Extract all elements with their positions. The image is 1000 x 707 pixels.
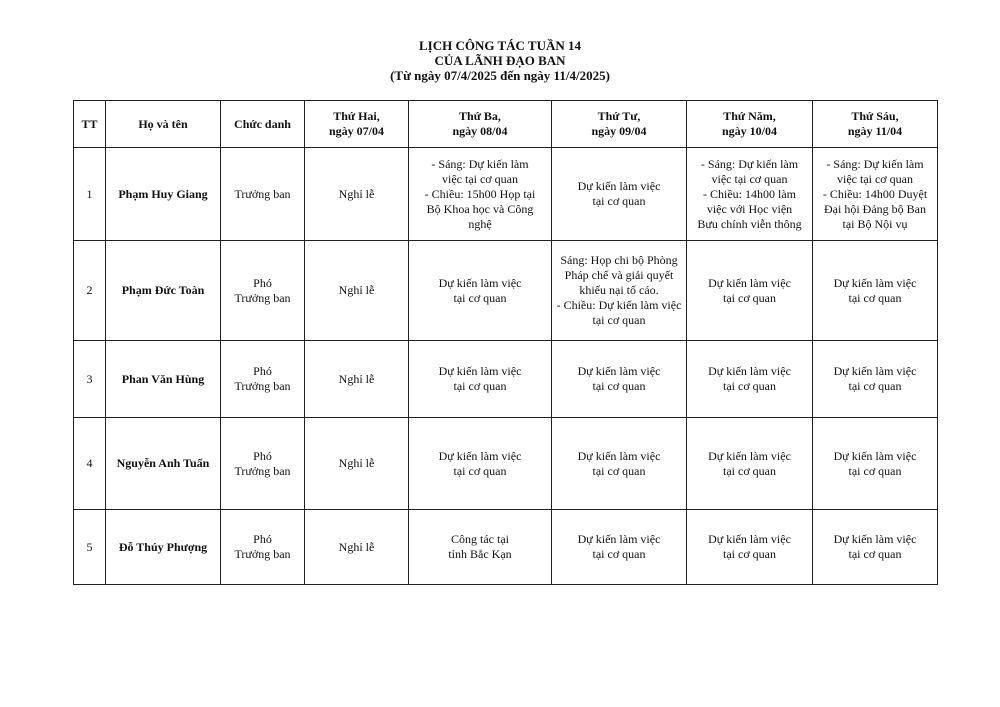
header-name: Họ và tên [106,101,221,148]
table-row [74,418,938,510]
header-friday: Thứ Sáu, ngày 11/04 [813,101,938,148]
cell-monday: Nghỉ lễ [305,510,409,585]
cell-tuesday: Dự kiến làm việc tại cơ quan [409,241,552,341]
cell-tuesday: Dự kiến làm việc tại cơ quan [409,418,552,510]
cell-wednesday: Dự kiến làm việc tại cơ quan [552,418,687,510]
cell-tt: 2 [74,241,106,341]
cell-tuesday: - Sáng: Dự kiến làm việc tại cơ quan - Chiều: 15h00 Họp tại Bộ Khoa học và Công nghệ [409,148,552,241]
header-tt: TT [74,101,106,148]
cell-tt: 1 [74,148,106,241]
cell-monday: Nghỉ lễ [305,418,409,510]
cell-thursday: Dự kiến làm việc tại cơ quan [687,341,813,418]
cell-tt: 5 [74,510,106,585]
title-line-1: LỊCH CÔNG TÁC TUẦN 14 [418,38,582,53]
cell-monday: Nghỉ lễ [305,148,409,241]
cell-name: Phạm Huy Giang [106,148,221,241]
cell-position: Trưởng ban [221,148,305,241]
cell-friday: Dự kiến làm việc tại cơ quan [813,510,938,585]
cell-name: Đỗ Thúy Phượng [106,510,221,585]
cell-tt: 3 [74,341,106,418]
title-line-2: CỦA LÃNH ĐẠO BAN [434,53,566,68]
cell-wednesday: Sáng: Họp chi bộ Phòng Pháp chế và giải quyết khiếu nại tố cáo. - Chiều: Dự kiến làm việc tại cơ quan [552,241,687,341]
cell-friday: Dự kiến làm việc tại cơ quan [813,341,938,418]
cell-wednesday: Dự kiến làm việc tại cơ quan [552,510,687,585]
cell-name: Nguyễn Anh Tuấn [106,418,221,510]
cell-name: Phan Văn Hùng [106,341,221,418]
cell-friday: Dự kiến làm việc tại cơ quan [813,241,938,341]
cell-name: Phạm Đức Toàn [106,241,221,341]
header-tuesday: Thứ Ba, ngày 08/04 [409,101,552,148]
table-row [74,241,938,341]
cell-friday: - Sáng: Dự kiến làm việc tại cơ quan - Chiều: 14h00 Duyệt Đại hội Đảng bộ Ban tại Bộ Nội vụ [813,148,938,241]
cell-position: Phó Trưởng ban [221,241,305,341]
cell-tt: 4 [74,418,106,510]
table-row [74,510,938,585]
table-row [74,148,938,241]
cell-tuesday: Công tác tại tỉnh Bắc Kạn [409,510,552,585]
cell-thursday: Dự kiến làm việc tại cơ quan [687,510,813,585]
cell-monday: Nghỉ lễ [305,341,409,418]
cell-wednesday: Dự kiến làm việc tại cơ quan [552,341,687,418]
cell-position: Phó Trưởng ban [221,510,305,585]
schedule-table [73,100,938,585]
cell-thursday: - Sáng: Dự kiến làm việc tại cơ quan - Chiều: 14h00 làm việc với Học viện Bưu chính viễn thông [687,148,813,241]
cell-wednesday: Dự kiến làm việc tại cơ quan [552,148,687,241]
header-wednesday: Thứ Tư, ngày 09/04 [552,101,687,148]
cell-friday: Dự kiến làm việc tại cơ quan [813,418,938,510]
schedule-title [0,38,1000,83]
header-row [74,101,938,148]
cell-thursday: Dự kiến làm việc tại cơ quan [687,241,813,341]
header-position: Chức danh [221,101,305,148]
cell-thursday: Dự kiến làm việc tại cơ quan [687,418,813,510]
cell-position: Phó Trưởng ban [221,341,305,418]
table-row [74,341,938,418]
cell-position: Phó Trưởng ban [221,418,305,510]
cell-monday: Nghỉ lễ [305,241,409,341]
header-monday: Thứ Hai, ngày 07/04 [305,101,409,148]
header-thursday: Thứ Năm, ngày 10/04 [687,101,813,148]
cell-tuesday: Dự kiến làm việc tại cơ quan [409,341,552,418]
title-line-3: (Từ ngày 07/4/2025 đến ngày 11/4/2025) [390,68,610,83]
